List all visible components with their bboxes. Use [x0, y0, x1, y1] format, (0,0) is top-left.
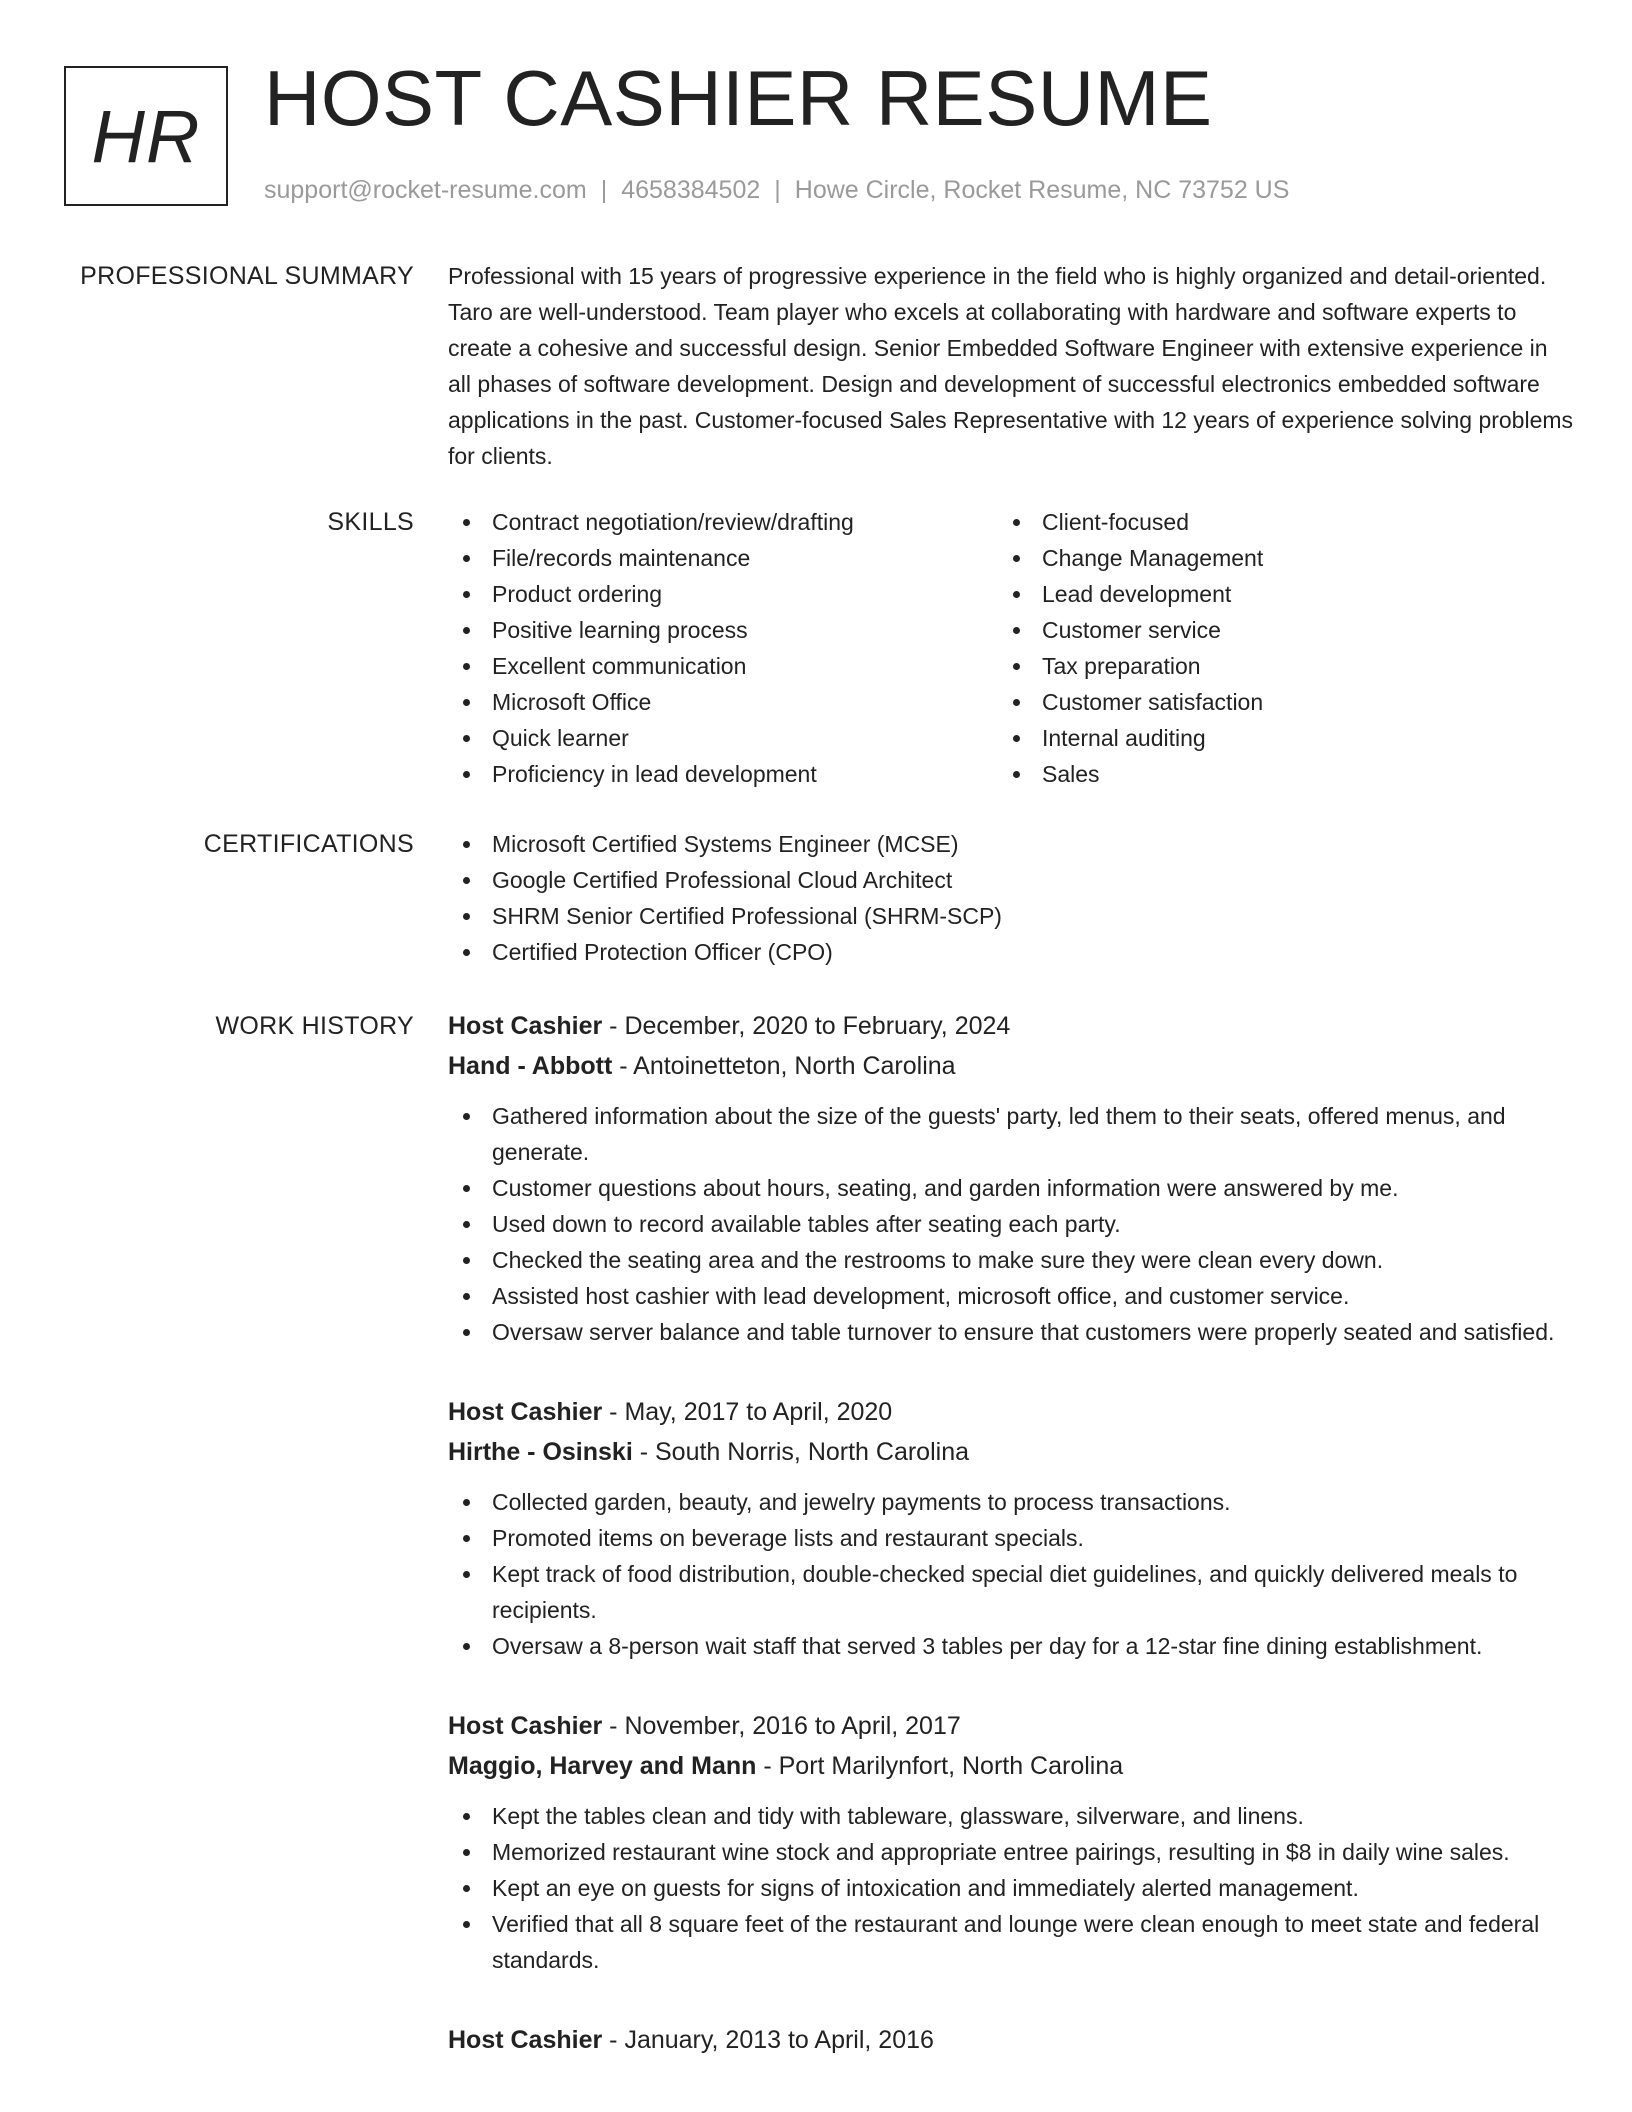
skill-item: Customer service	[998, 612, 1548, 648]
job-title-line: Host Cashier - January, 2013 to April, 2016	[448, 2026, 934, 2054]
job-entry	[448, 1392, 1576, 1664]
contact-address: Howe Circle, Rocket Resume, NC 73752 US	[794, 176, 1290, 204]
skill-item: Excellent communication	[448, 648, 998, 684]
contact-separator: |	[774, 176, 781, 204]
job-company-line: Maggio, Harvey and Mann - Port Marilynfort, North Carolina	[448, 1752, 1124, 1780]
job-duty-item: Checked the seating area and the restrooms to make sure they were clean every down.	[448, 1242, 1576, 1278]
job-company-line: Hand - Abbott - Antoinetteton, North Carolina	[448, 1052, 956, 1080]
section-label-skills: SKILLS	[327, 508, 414, 536]
skill-item: Customer satisfaction	[998, 684, 1548, 720]
job-company: Hand - Abbott	[448, 1052, 613, 1080]
job-duty-item: Verified that all 8 square feet of the restaurant and lounge were clean enough to meet state and federal standards.	[448, 1906, 1576, 1978]
job-company: Maggio, Harvey and Mann	[448, 1752, 757, 1780]
contact-email[interactable]: support@rocket-resume.com	[264, 176, 587, 204]
certification-item: SHRM Senior Certified Professional (SHRM-SCP)	[448, 898, 1576, 934]
job-dates: November, 2016 to April, 2017	[624, 1712, 961, 1740]
job-title: Host Cashier	[448, 1712, 603, 1740]
skill-item: Product ordering	[448, 576, 998, 612]
job-duty-item: Collected garden, beauty, and jewelry payments to process transactions.	[448, 1484, 1576, 1520]
skill-item: Internal auditing	[998, 720, 1548, 756]
job-duty-item: Customer questions about hours, seating, and garden information were answered by me.	[448, 1170, 1576, 1206]
job-company: Hirthe - Osinski	[448, 1438, 633, 1466]
job-duties-list	[448, 1798, 1576, 1978]
contact-separator: |	[600, 176, 608, 204]
job-title: Host Cashier	[448, 1398, 603, 1426]
job-title: Host Cashier	[448, 2026, 603, 2054]
job-title-line: Host Cashier - May, 2017 to April, 2020	[448, 1398, 893, 1426]
contact-phone[interactable]: 4658384502	[621, 176, 761, 204]
section-label-certifications: CERTIFICATIONS	[203, 830, 414, 858]
skills-column-1	[448, 504, 998, 792]
job-duty-item: Gathered information about the size of the guests' party, led them to their seats, offered menus, and generate.	[448, 1098, 1576, 1170]
job-entry	[448, 1006, 1576, 1350]
job-location: Antoinetteton, North Carolina	[633, 1052, 956, 1080]
certification-item: Certified Protection Officer (CPO)	[448, 934, 1576, 970]
job-duty-item: Oversaw server balance and table turnover to ensure that customers were properly seated and satisfied.	[448, 1314, 1576, 1350]
skill-item: Quick learner	[448, 720, 998, 756]
skill-item: Proficiency in lead development	[448, 756, 998, 792]
section-label-summary: PROFESSIONAL SUMMARY	[80, 262, 414, 290]
job-duty-item: Kept an eye on guests for signs of intoxication and immediately alerted management.	[448, 1870, 1576, 1906]
job-title-line: Host Cashier - December, 2020 to February, 2024	[448, 1012, 1011, 1040]
skill-item: Positive learning process	[448, 612, 998, 648]
skill-item: Sales	[998, 756, 1548, 792]
contact-line	[264, 176, 1289, 205]
certification-item: Microsoft Certified Systems Engineer (MCSE)	[448, 826, 1576, 862]
job-company-line: Hirthe - Osinski - South Norris, North Carolina	[448, 1438, 969, 1466]
certifications-list	[448, 826, 1576, 970]
job-duty-item: Promoted items on beverage lists and restaurant specials.	[448, 1520, 1576, 1556]
job-title: Host Cashier	[448, 1012, 603, 1040]
job-location: South Norris, North Carolina	[654, 1438, 969, 1466]
skill-item: Lead development	[998, 576, 1548, 612]
job-entry	[448, 1706, 1576, 1978]
summary-text: Professional with 15 years of progressive experience in the field who is highly organized and detail-oriented. Taro are well-understood. Team player who excels at collaborating with hardware and software experts to create a cohesive and successful design. Senior Embedded Software Engineer with extensive experience in all phases of software development. Design and development of successful electronics embedded software applications in the past. Customer-focused Sales Representative with 12 years of experience solving problems for clients.	[448, 263, 1574, 469]
job-duty-item: Used down to record available tables after seating each party.	[448, 1206, 1576, 1242]
skill-item: Change Management	[998, 540, 1548, 576]
skill-item: File/records maintenance	[448, 540, 998, 576]
job-title-line: Host Cashier - November, 2016 to April, 2017	[448, 1712, 961, 1740]
monogram-box	[64, 66, 228, 206]
monogram-initials: HR	[91, 94, 201, 178]
job-duty-item: Kept the tables clean and tidy with tableware, glassware, silverware, and linens.	[448, 1798, 1576, 1834]
job-dates: January, 2013 to April, 2016	[624, 2026, 934, 2054]
job-duties-list	[448, 1484, 1576, 1664]
skills-column-2	[998, 504, 1548, 792]
work-history-list	[448, 1006, 1576, 2102]
skill-item: Tax preparation	[998, 648, 1548, 684]
resume-title: HOST CASHIER RESUME	[264, 54, 1213, 142]
job-duties-list	[448, 1098, 1576, 1350]
skill-item: Contract negotiation/review/drafting	[448, 504, 998, 540]
job-location: Port Marilynfort, North Carolina	[778, 1752, 1124, 1780]
job-dates: December, 2020 to February, 2024	[624, 1012, 1011, 1040]
skill-item: Microsoft Office	[448, 684, 998, 720]
skill-item: Client-focused	[998, 504, 1548, 540]
section-label-work-history: WORK HISTORY	[215, 1012, 414, 1040]
job-dates: May, 2017 to April, 2020	[624, 1398, 893, 1426]
job-duty-item: Memorized restaurant wine stock and appropriate entree pairings, resulting in $8 in daily wine sales.	[448, 1834, 1576, 1870]
job-duty-item: Kept track of food distribution, double-checked special diet guidelines, and quickly delivered meals to recipients.	[448, 1556, 1576, 1628]
job-duty-item: Assisted host cashier with lead development, microsoft office, and customer service.	[448, 1278, 1576, 1314]
job-entry	[448, 2020, 1576, 2060]
job-duty-item: Oversaw a 8-person wait staff that served 3 tables per day for a 12-star fine dining establishment.	[448, 1628, 1576, 1664]
certification-item: Google Certified Professional Cloud Architect	[448, 862, 1576, 898]
